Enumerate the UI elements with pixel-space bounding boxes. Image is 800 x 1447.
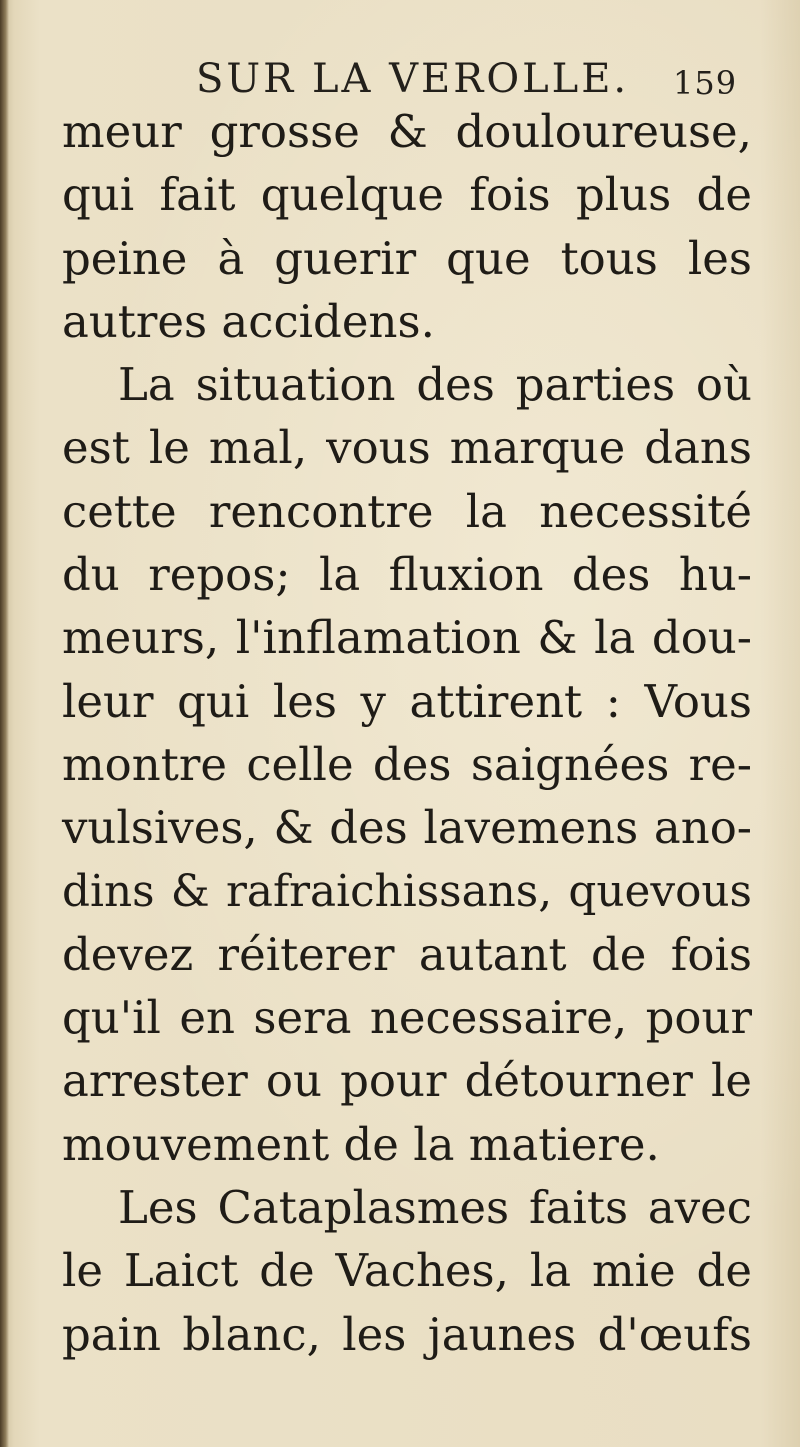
text-line: leur qui les y attirent : Vous: [62, 674, 752, 728]
text-line: arrester ou pour détourner le: [62, 1054, 752, 1108]
page-number: 159: [673, 64, 738, 102]
text-line: cette rencontre la necessité: [62, 484, 752, 538]
body-text: [62, 100, 752, 1366]
text-line: mouvement de la matiere.: [62, 1117, 660, 1171]
text-line: dins & rafraichissans, quevous: [62, 865, 752, 917]
text-line: vulsives, & des lavemens ano-: [62, 801, 752, 855]
text-line: est le mal, vous marque dans: [62, 421, 752, 475]
page-binding-edge: [0, 0, 9, 1447]
text-line: devez réiterer autant de fois: [62, 927, 752, 981]
text-line: pain blanc, les jaunes d'œufs: [62, 1307, 752, 1361]
text-line: le Laict de Vaches, la mie de: [62, 1244, 752, 1298]
text-line: montre celle des saignées re-: [62, 737, 752, 791]
text-line: qui fait quelque fois plus de: [62, 168, 752, 222]
paragraph-start-line: La situation des parties où: [118, 358, 752, 412]
text-line: peine à guerir que tous les: [62, 231, 752, 285]
text-line: meur grosse & douloureuse,: [62, 105, 752, 158]
text-line: qu'il en sera necessaire, pour: [62, 991, 752, 1045]
text-line: du repos; la fluxion des hu-: [62, 548, 752, 602]
text-line: autres accidens.: [62, 294, 435, 348]
paragraph-start-line: Les Cataplasmes faits avec: [118, 1181, 752, 1235]
running-head: SUR LA VEROLLE.: [196, 56, 630, 102]
text-line: meurs, l'inflamation & la dou-: [62, 611, 752, 665]
